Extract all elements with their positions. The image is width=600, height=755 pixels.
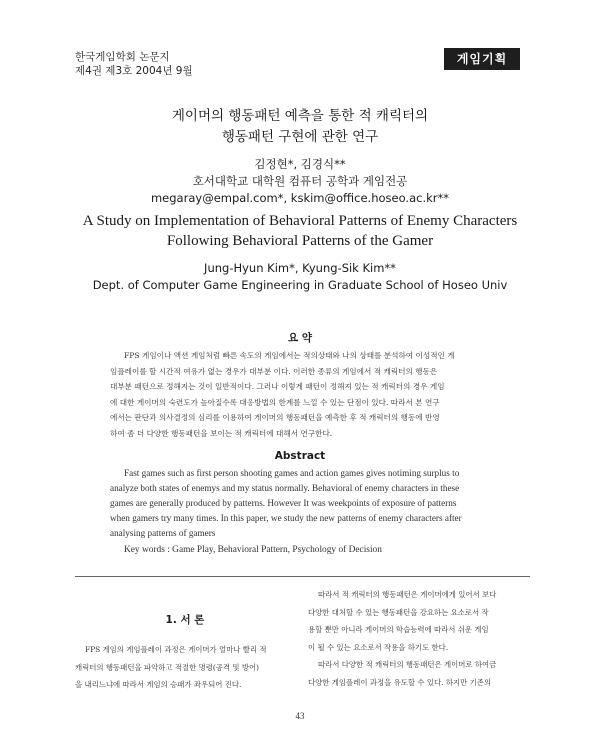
summary-body xyxy=(110,348,510,442)
journal-name: 한국게임학회 논문지 xyxy=(75,51,170,63)
summary-line: 대부분 패턴으로 정해지는 것이 일반적이다. 그러나 이렇게 패턴이 정해져 있는 적 캐릭터의 경우 게임 xyxy=(110,382,445,392)
affiliation-ko: 호서대학교 대학원 컴퓨터 공학과 게임전공 xyxy=(192,174,408,188)
summary-line: 에서는 판단과 의사결정의 심리를 이용하여 게이머의 행동패턴을 예측한 후 적 캐릭터의 행동에 반영 xyxy=(110,413,440,423)
journal-header xyxy=(75,50,193,78)
english-title xyxy=(0,211,600,251)
korean-title xyxy=(0,106,600,148)
left-column-text xyxy=(75,641,297,694)
affiliation-en: Dept. of Computer Game Engineering in Graduate School of Hoseo Univ xyxy=(92,278,508,292)
body-line: 캐릭터의 행동패턴을 파악하고 적절한 명령(공격 및 방어) xyxy=(75,662,260,672)
body-line: 을 내리느냐에 따라서 게임의 승패가 좌우되어 진다. xyxy=(75,680,242,689)
abstract-line: when gamers try many times. In this paper, we study the new patterns of enemy characters after xyxy=(110,513,462,523)
korean-title-line-2: 행동패턴 구현에 관한 연구 xyxy=(221,129,379,145)
body-line: 따라서 다양한 적 캐릭터의 행동패턴은 게이머로 하여금 xyxy=(318,660,497,669)
body-line: 용할 뿐만 아니라 게이머의 학습능력에 따라서 쉬운 게임 xyxy=(308,625,489,634)
abstract-body xyxy=(110,466,510,541)
summary-line: 에 대한 게이머의 숙련도가 높아질수록 대응방법의 한계를 느낄 수 있는 단점이 있다. 따라서 본 연구 xyxy=(110,397,440,407)
abstract-line: analyze both states of enemys and my status normally. Behavioral of enemy characters in these xyxy=(110,483,460,493)
author-emails: megaray@empal.com*, kskim@office.hoseo.ac.kr** xyxy=(150,191,449,205)
section-1-heading: 1. 서 론 xyxy=(165,614,205,626)
category-badge: 게임기획 xyxy=(444,48,520,70)
english-title-line-1: A Study on Implementation of Behavioral Patterns of Enemy Characters xyxy=(82,213,518,229)
page-number: 43 xyxy=(295,711,305,721)
right-column-text xyxy=(308,586,530,691)
body-line: 다양한 게임플레이 과정을 유도할 수 있다. 하지만 기존의 xyxy=(308,677,492,687)
abstract-heading: Abstract xyxy=(274,450,326,462)
section-divider xyxy=(75,576,530,577)
keywords: Key words : Game Play, Behavioral Pattern, Psychology of Decision xyxy=(124,545,382,555)
body-line: 따라서 적 캐릭터의 행동패턴은 게이머에게 있어서 보다 xyxy=(318,590,497,599)
abstract-line: games are generally produced by patterns. However It was weekpoints of exposure of patterns xyxy=(110,498,457,508)
abstract-line: Fast games such as first person shooting games and action games gives notiming surplus to xyxy=(124,468,460,478)
body-line: 이 될 수 있는 요소로서 작용을 하기도 한다. xyxy=(308,642,449,652)
english-authors xyxy=(0,260,600,294)
english-title-line-2: Following Behavioral Patterns of the Gamer xyxy=(166,233,434,249)
summary-line: 임플레이를 할 시간적 여유가 없는 경우가 대부분 이다. 이러한 종류의 게임에서 적 캐릭터의 행동은 xyxy=(110,366,438,376)
author-names-en: Jung-Hyun Kim*, Kyung-Sik Kim** xyxy=(204,261,396,275)
summary-heading: 요 약 xyxy=(288,332,312,344)
summary-line: 하여 좀 더 다양한 행동패턴을 보이는 적 캐릭터에 대해서 연구한다. xyxy=(110,428,333,438)
korean-title-line-1: 게이머의 행동패턴 예측을 통한 적 캐릭터의 xyxy=(171,108,429,124)
author-names-ko: 김정현*, 김경식** xyxy=(254,157,346,171)
journal-issue: 제4권 제3호 2004년 9월 xyxy=(75,65,193,77)
summary-line: FPS 게임이나 액션 게임처럼 빠른 속도의 게임에서는 적의상태와 나의 상태를 분석하여 이성적인 게 xyxy=(124,351,455,360)
body-line: FPS 게임의 게임플레이 과정은 게이머가 얼마나 빨리 적 xyxy=(85,645,267,654)
body-line: 다양한 대처할 수 있는 행동패턴을 강요하는 요소로서 작 xyxy=(308,607,489,617)
korean-authors xyxy=(0,156,600,207)
abstract-line: analysing patterns of gamers xyxy=(110,528,216,538)
